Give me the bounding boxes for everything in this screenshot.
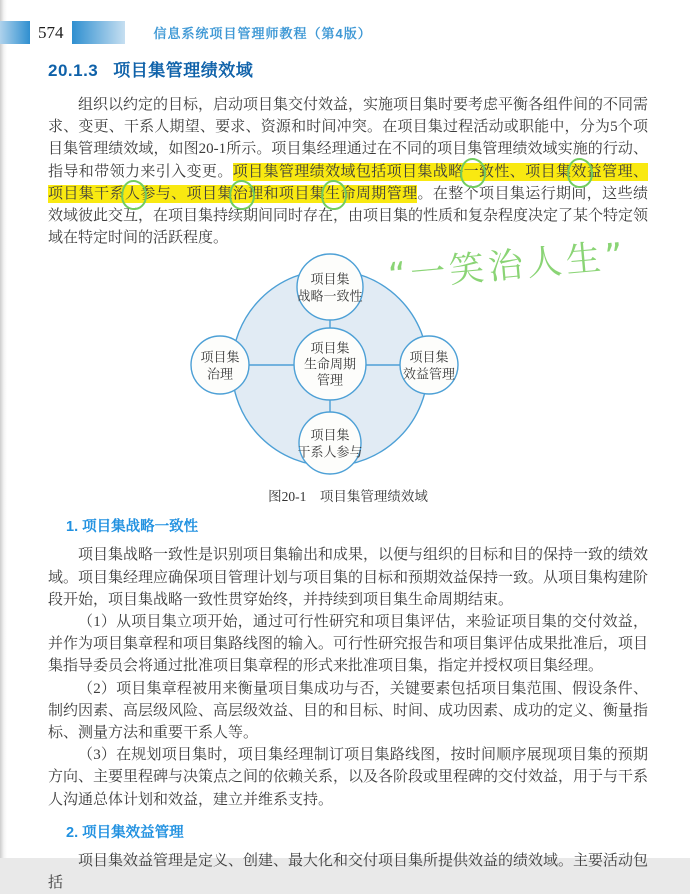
subsection-1-paragraph-2: （1）从项目集立项开始，通过可行性研究和项目集评估，来验证项目集的交付效益，并作为项目集章程和项目集路线图的输入。可行性研究报告和项目集评估成果批准后，项目集指导委员会将通过批准项目集章程的形式来批准项目集，指定并授权项目集经理。	[48, 614, 649, 675]
node-governance	[191, 336, 249, 394]
node-right-label-line2: 效益管理	[402, 366, 456, 382]
highlight-segment: 项目集管理绩效域包括项目集战略	[232, 163, 464, 180]
circled-char-sheng: 生	[325, 183, 340, 205]
node-center-label-line2: 生命周期	[303, 356, 357, 372]
figure-20-1	[48, 236, 648, 505]
figure-caption: 图20-1 项目集管理绩效域	[268, 489, 428, 505]
subsection-2-heading: 2. 项目集效益管理	[66, 824, 184, 841]
header-accent-square	[0, 21, 30, 44]
circled-char-xiao: 效	[571, 161, 586, 183]
subsection-1-heading: 1. 项目集战略一致性	[66, 519, 199, 536]
node-bottom-label-line1: 项目集	[310, 427, 350, 443]
node-top-label-line1: 项目集	[310, 271, 350, 287]
running-head	[0, 21, 372, 44]
node-stakeholder-engagement	[299, 412, 361, 474]
highlight-segment: 致性、项目集	[478, 163, 572, 180]
subsection-1-paragraph-1: 项目集战略一致性是识别项目集输出和成果，以便与组织的目标和目的保持一致的绩效域。项目集经理应确保项目管理计划与项目集的目标和预期效益保持一致。从项目集构建阶段开始，项目集战略一致性贯穿始终，并持续到项目集生命周期结束。	[48, 547, 649, 608]
highlight-segment: 理和项目集	[247, 185, 326, 202]
node-benefits-management	[400, 336, 458, 394]
intro-text-pre: 组织以约定的目标，启动项目集交付效益，实施项目集时要考虑平衡各组件间的不同需求、变更、干系人期望、要求、资源和时间冲突。在项目集过程活动或职能中，分为5个项目集管理绩效域，如图20-1所示。项目集经理通过在不同的项目集管理绩效域实施的行动、指导和带领力来引入变更。	[48, 97, 649, 180]
page-content	[48, 56, 648, 894]
circled-char-yi: 一	[464, 161, 479, 183]
node-strategic-alignment	[297, 254, 363, 320]
node-center-label-line1: 项目集	[310, 340, 350, 356]
highlight-segment: 参与、项目集	[139, 185, 233, 202]
highlight-segment: 命周期管理	[340, 185, 418, 202]
header-accent-bar	[72, 21, 125, 44]
node-right-label-line1: 项目集	[409, 349, 449, 365]
highlight-segment: 益管理、项目集干系	[48, 163, 648, 202]
node-center-label-line3: 管理	[316, 372, 344, 388]
subsection-2-paragraph-1: 项目集效益管理是定义、创建、最大化和交付项目集所提供效益的绩效域。主要活动包括	[48, 852, 649, 892]
node-top-label-line2: 战略一致性	[297, 288, 363, 304]
circled-char-ren: 人	[125, 183, 140, 205]
scan-edge-shadow	[0, 0, 7, 858]
page-number: 574	[38, 22, 64, 42]
node-left-label-line2: 治理	[206, 366, 234, 382]
subsection-1-paragraph-3: （2）项目集章程被用来衡量项目集成功与否，关键要素包括项目集范围、假设条件、制约因素、高层级风险、高层级效益、目的和目标、时间、成功因素、成功的定义、衡量指标、测量方法和重要干系人等。	[48, 680, 649, 742]
node-bottom-label-line2: 干系人参与	[297, 444, 363, 460]
section-title: 项目集管理绩效域	[113, 61, 254, 80]
intro-text-post: 。在整个项目集运行期间，这些绩效域彼此交互，在项目集持续期间同时存在，由项目集的性质和复杂程度决定了某个特定领域在特定时间的活跃程度。	[48, 185, 649, 247]
performance-domains-diagram	[48, 253, 648, 485]
section-heading	[48, 56, 648, 81]
subsection-1-paragraph-4: （3）在规划项目集时，项目集经理制订项目集路线图，按时间顺序展现项目集的预期方向、主要里程碑与决策点之间的依赖关系，以及各阶段或里程碑的交付效益，用于与干系人沟通总体计划和效益，建立并维系支持。	[48, 747, 649, 808]
section-number: 20.1.3	[48, 61, 99, 80]
node-left-label-line1: 项目集	[200, 349, 240, 365]
handwritten-annotation: “一笑治人生”	[386, 236, 629, 298]
intro-paragraph	[48, 94, 648, 249]
book-title: 信息系统项目管理师教程（第4版）	[153, 26, 372, 41]
circled-char-zhi: 治	[233, 183, 248, 205]
